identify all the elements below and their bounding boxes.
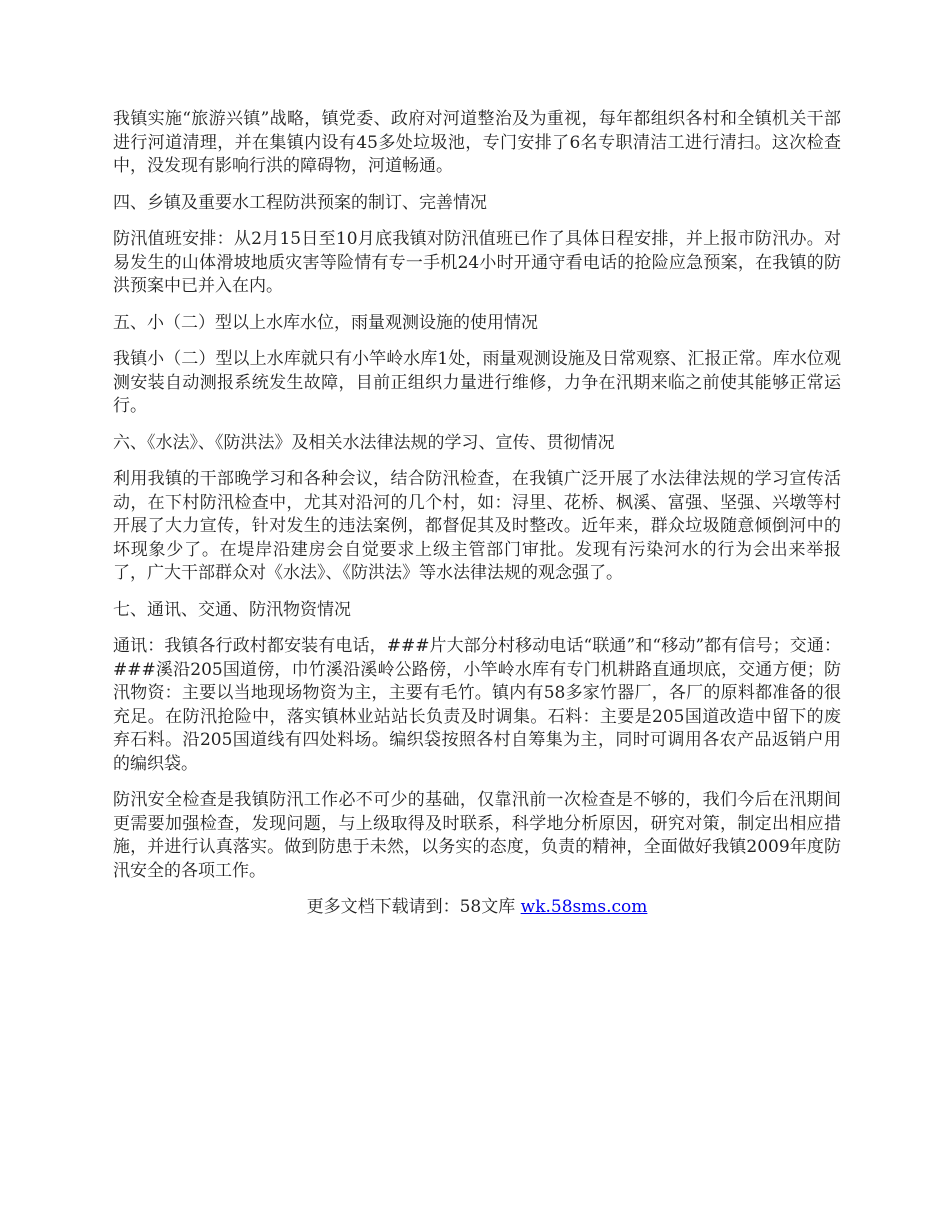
footer-text: 更多文档下载请到：58文库: [306, 897, 521, 917]
section-heading: 四、乡镇及重要水工程防洪预案的制订、完善情况: [113, 192, 487, 213]
download-footer: [113, 896, 841, 920]
document-page: [113, 108, 841, 920]
body-paragraph: 我镇实施“旅游兴镇”战略，镇党委、政府对河道整治及为重视，每年都组织各村和全镇机关干部进行河道清理，并在集镇内设有45多处垃圾池，专门安排了6名专职清洁工进行清扫。这次检查中，没发现有影响行洪的障碍物，河道畅通。: [113, 109, 841, 176]
footer-link[interactable]: wk.58sms.com: [520, 897, 648, 917]
body-paragraph: 通讯：我镇各行政村都安装有电话，###片大部分村移动电话“联通”和“移动”都有信号；交通：###溪沿205国道傍，巾竹溪沿溪岭公路傍，小竿岭水库有专门机耕路直通坝底，交通方便；防汛物资：主要以当地现场物资为主，主要有毛竹。镇内有58多家竹器厂，各厂的原料都准备的很充足。在防汛抢险中，落实镇林业站站长负责及时调集。石料：主要是205国道改造中留下的废弃石料。沿205国道线有四处料场。编织袋按照各村自筹集为主，同时可调用各农产品返销户用的编织袋。: [113, 636, 841, 774]
section-heading: 七、通讯、交通、防汛物资情况: [113, 599, 351, 620]
body-paragraph: 防汛值班安排：从2月15日至10月底我镇对防汛值班已作了具体日程安排，并上报市防汛办。对易发生的山体滑坡地质灾害等险情有专一手机24小时开通守看电话的抢险应急预案，在我镇的防洪预案中已并入在内。: [113, 229, 841, 296]
section-heading: 五、小（二）型以上水库水位，雨量观测设施的使用情况: [113, 312, 538, 333]
closing-paragraph: 防汛安全检查是我镇防汛工作必不可少的基础，仅靠汛前一次检查是不够的，我们今后在汛期间更需要加强检查，发现问题，与上级取得及时联系，科学地分析原因，研究对策，制定出相应措施，并进行认真落实。做到防患于未然，以务实的态度，负责的精神，全面做好我镇2009年度防汛安全的各项工作。: [113, 790, 841, 881]
section-heading: 六、《水法》、《防洪法》及相关水法律法规的学习、宣传、贯彻情况: [113, 432, 615, 453]
body-paragraph: 利用我镇的干部晚学习和各种会议，结合防汛检查，在我镇广泛开展了水法律法规的学习宣传活动，在下村防汛检查中，尤其对沿河的几个村，如：浔里、花桥、枫溪、富强、坚强、兴墩等村开展了大力宣传，针对发生的违法案例，都督促其及时整改。近年来，群众垃圾随意倾倒河中的坏现象少了。在堤岸沿建房会自觉要求上级主管部门审批。发现有污染河水的行为会出来举报了，广大干部群众对《水法》、《防洪法》等水法律法规的观念强了。: [113, 469, 841, 583]
body-paragraph: 我镇小（二）型以上水库就只有小竿岭水库1处，雨量观测设施及日常观察、汇报正常。库水位观测安装自动测报系统发生故障，目前正组织力量进行维修，力争在汛期来临之前使其能够正常运行。: [113, 349, 841, 416]
